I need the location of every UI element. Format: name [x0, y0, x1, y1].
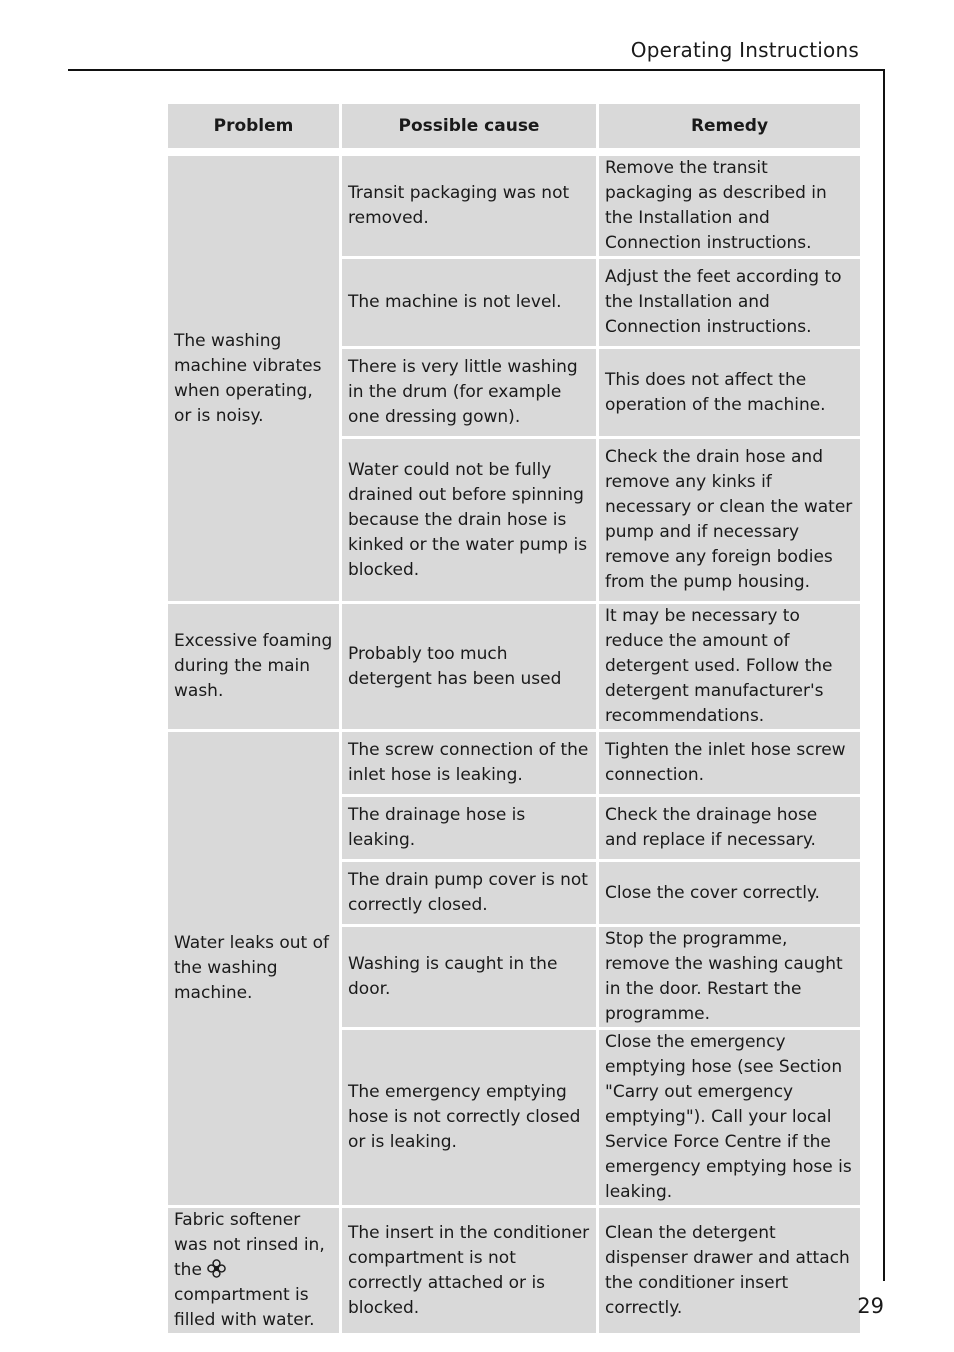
page-number: 29 [857, 1294, 884, 1318]
remedy-cell: Check the drain hose and remove any kinks if necessary or clean the water pump and if necessary remove any foreign bodies from the pump housing. [598, 438, 862, 603]
remedy-cell: Clean the detergent dispenser drawer and attach the conditioner insert correctly. [598, 1207, 862, 1335]
remedy-cell: Stop the programme, remove the washing caught in the door. Restart the programme. [598, 926, 862, 1029]
remedy-cell: Adjust the feet according to the Installation and Connection instructions. [598, 258, 862, 348]
column-header-cause: Possible cause [341, 103, 598, 150]
remedy-cell: It may be necessary to reduce the amount of detergent used. Follow the detergent manufacturer's recommendations. [598, 603, 862, 731]
cause-cell: The emergency emptying hose is not correctly closed or is leaking. [341, 1029, 598, 1207]
margin-rule [883, 69, 885, 1281]
problem-cell [167, 1207, 341, 1335]
problem-text-after-icon: compartment is filled with water. [174, 1285, 315, 1330]
table-row [167, 155, 862, 258]
cause-cell: The drain pump cover is not correctly closed. [341, 861, 598, 926]
remedy-cell: Check the drainage hose and replace if necessary. [598, 796, 862, 861]
cause-cell: Water could not be fully drained out before spinning because the drain hose is kinked or the water pump is blocked. [341, 438, 598, 603]
table-row [167, 1207, 862, 1335]
remedy-cell: Close the emergency emptying hose (see Section "Carry out emergency emptying"). Call your local Service Force Centre if the emergency emptying hose is leaking. [598, 1029, 862, 1207]
cause-cell: The screw connection of the inlet hose is leaking. [341, 731, 598, 796]
cause-cell: Transit packaging was not removed. [341, 155, 598, 258]
page-header-title: Operating Instructions [630, 38, 859, 62]
header-rule [68, 69, 885, 71]
problem-cell: Excessive foaming during the main wash. [167, 603, 341, 731]
remedy-cell: Remove the transit packaging as described in the Installation and Connection instructions. [598, 155, 862, 258]
column-header-remedy: Remedy [598, 103, 862, 150]
problem-text-before-icon: Fabric softener was not rinsed in, the [174, 1210, 325, 1280]
cause-cell: The machine is not level. [341, 258, 598, 348]
remedy-cell: Close the cover correctly. [598, 861, 862, 926]
column-header-problem: Problem [167, 103, 341, 150]
cause-cell: The drainage hose is leaking. [341, 796, 598, 861]
table-row [167, 731, 862, 796]
cause-cell: Washing is caught in the door. [341, 926, 598, 1029]
remedy-cell: This does not affect the operation of the machine. [598, 348, 862, 438]
flower-icon [207, 1259, 226, 1278]
table-header-row [167, 103, 862, 150]
cause-cell: The insert in the conditioner compartment is not correctly attached or is blocked. [341, 1207, 598, 1335]
table-row [167, 603, 862, 731]
problem-cell: The washing machine vibrates when operating, or is noisy. [167, 155, 341, 603]
problem-cell: Water leaks out of the washing machine. [167, 731, 341, 1207]
cause-cell: There is very little washing in the drum (for example one dressing gown). [341, 348, 598, 438]
troubleshooting-table [165, 101, 863, 1336]
cause-cell: Probably too much detergent has been used [341, 603, 598, 731]
remedy-cell: Tighten the inlet hose screw connection. [598, 731, 862, 796]
